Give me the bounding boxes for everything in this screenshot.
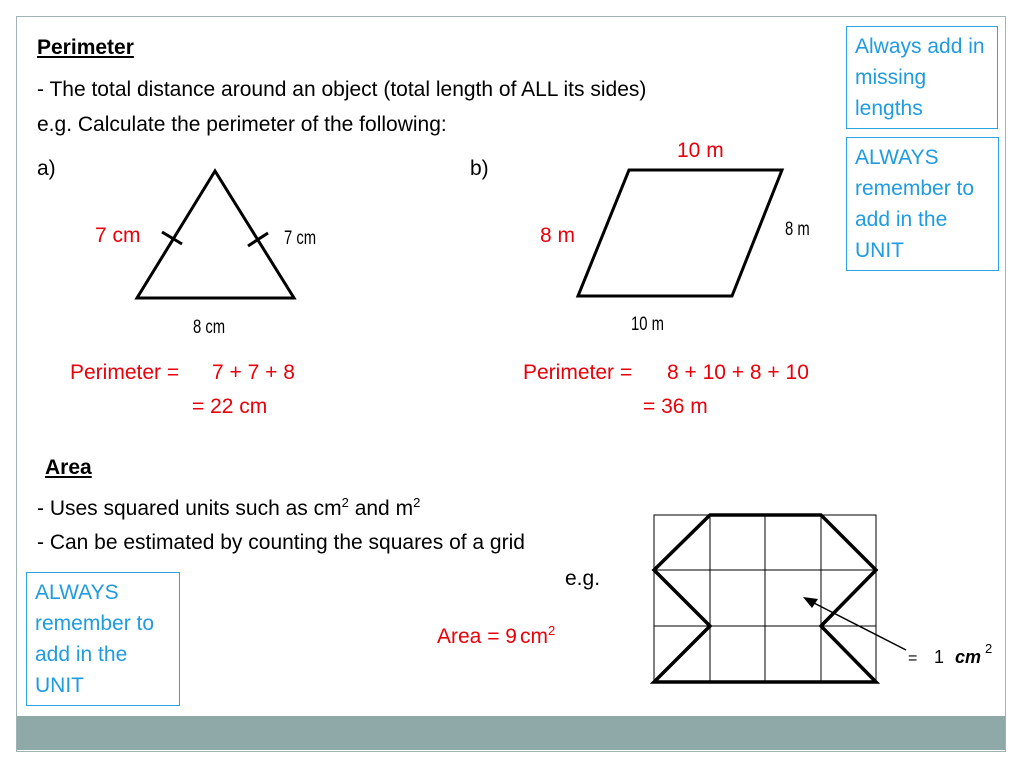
triangle-calc-label: Perimeter = — [70, 361, 180, 384]
triangle-calc-sum: 7 + 7 + 8 — [212, 361, 295, 384]
perimeter-heading: Perimeter — [37, 36, 134, 59]
legend-equals: = — [908, 650, 918, 667]
area-heading: Area — [45, 456, 92, 479]
area-eg-label: e.g. — [565, 567, 601, 590]
perimeter-example-intro: e.g. Calculate the perimeter of the following: — [37, 113, 447, 136]
parallelogram-bottom-label: 10 m — [631, 314, 664, 335]
area-answer: Area = 9 $cm^2$ — [437, 623, 556, 648]
legend-number: 1 — [934, 647, 945, 667]
triangle-calc-result: = 22 cm — [192, 395, 268, 418]
triangle-base-label: 8 cm — [193, 317, 226, 338]
area-bullet-grid: - Can be estimated by counting the squares of a grid — [37, 531, 525, 554]
parallelogram-shape — [578, 170, 782, 296]
parallelogram-calc-result: = 36 m — [643, 395, 708, 418]
note-missing-lengths: Always add in missing lengths — [846, 26, 998, 129]
parallelogram-calc-sum: 8 + 10 + 8 + 10 — [667, 361, 809, 384]
triangle-side-left-label: 7 cm — [95, 224, 141, 247]
perimeter-definition: - The total distance around an object (total length of ALL its sides) — [37, 78, 647, 101]
part-a-label: a) — [37, 157, 56, 180]
area-grid — [654, 515, 876, 682]
note-unit-reminder-top: ALWAYS remember to add in the UNIT — [846, 137, 999, 271]
area-bullet-units: - Uses squared units such as $cm^2$ and $m^2$ — [37, 495, 421, 520]
triangle-tick-right — [248, 233, 268, 246]
triangle-side-right-label: 7 cm — [284, 228, 317, 249]
legend-arrow-head — [803, 597, 818, 608]
parallelogram-top-label: 10 m — [677, 139, 724, 162]
triangle-shape — [137, 171, 294, 298]
parallelogram-right-label: 8 m — [785, 219, 810, 240]
part-b-label: b) — [470, 157, 489, 180]
parallelogram-left-label: 8 m — [540, 224, 576, 247]
note-unit-reminder-bottom: ALWAYS remember to add in the UNIT — [26, 572, 180, 706]
parallelogram-calc-label: Perimeter = — [523, 361, 633, 384]
legend-unit: cm — [955, 647, 982, 667]
legend-superscript: 2 — [985, 641, 993, 656]
